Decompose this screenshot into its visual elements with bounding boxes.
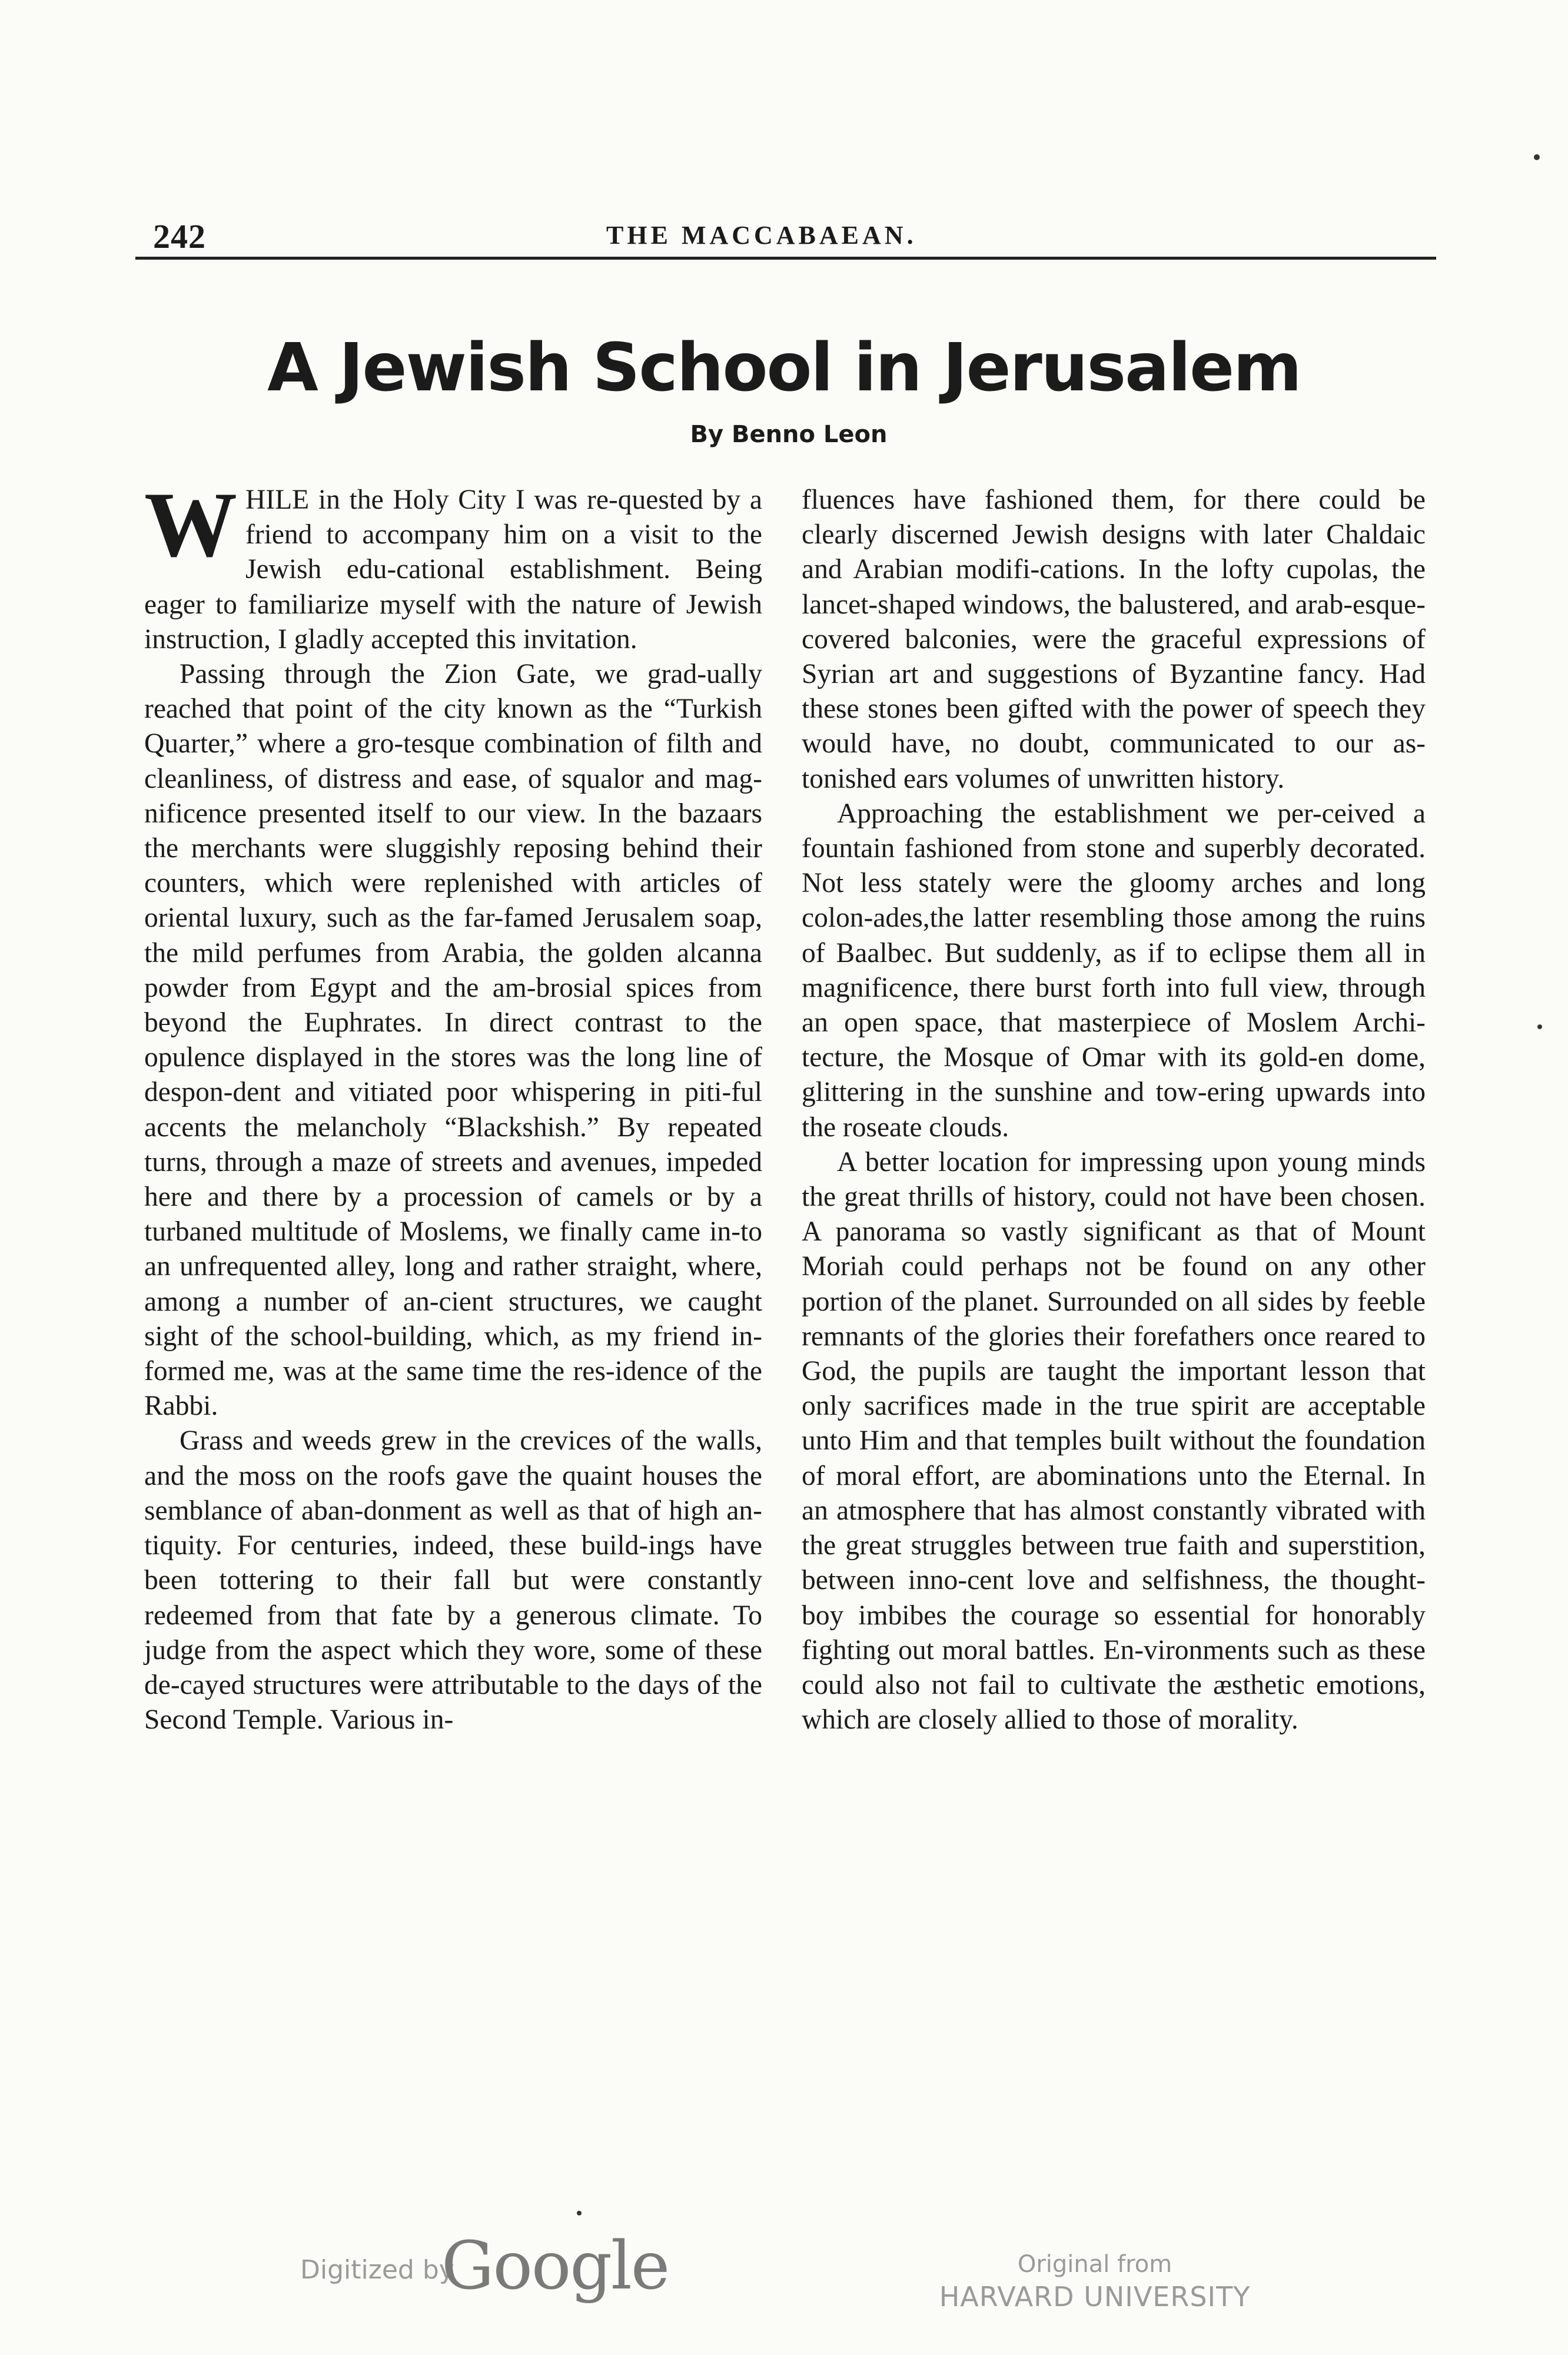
digitized-by-watermark [300,2228,669,2304]
paragraph: WHILE in the Holy City I was re-quested by a friend to accompany him on a visit to the Jewish edu-cational establishment. Being eager to familiarize myself with the nature of Jewish instruction, I gladly accepted this invitation. [144,473,762,655]
original-from-text: Original from [1017,2251,1172,2278]
paragraph: A better location for impressing upon young minds the great thrills of history, could not have been chosen. A panorama so vastly significant as that of Mount Moriah could perhaps not be found on any other portion of the planet. Surrounded on all sides by feeble remnants of the glories their forefathers once reared to God, the pupils are taught the important lesson that only sacrifices made in the true spirit are acceptable unto Him and that temples built without the foundation of moral effort, are abominations unto the Eternal. In an atmosphere that has almost constantly vibrated with the great struggles between true faith and superstition, between inno-cent love and selfishness, the thought-boy imbibes the courage so essential for honorably fighting out moral battles. En-vironments such as these could also not fail to cultivate the æsthetic emotions, which are closely allied to those of morality. [802,1146,1426,1736]
scan-speck [1537,1024,1542,1029]
left-column [144,473,762,1737]
byline: By Benno Leon [690,421,888,448]
digitized-by-text: Digitized by [300,2255,454,2285]
article-title: A Jewish School in Jerusalem [267,330,1301,406]
paragraph: Grass and weeds grew in the crevices of the walls, and the moss on the roofs gave the quaint houses the semblance of aban-donment as well as that of high an-tiquity. For centuries, indeed, these build-ings have been tottering to their fall but were constantly redeemed from that fate by a generous climate. To judge from the aspect which they wore, some of these de-cayed structures were attributable to the days of the Second Temple. Various in- [144,1425,762,1736]
header-rule [135,257,1436,260]
scan-speck [1534,154,1540,160]
running-header [135,217,1430,256]
paragraph: Approaching the establishment we per-ceived a fountain fashioned from stone and superbly decorated. Not less stately were the gloomy arches and long colon-ades,the latter resembling those among the ruins of Baalbec. But suddenly, as if to eclipse them all in magnificence, there burst forth into full view, through an open space, that masterpiece of Moslem Archi-tecture, the Mosque of Omar with its gold-en dome, glittering in the sunshine and tow-ering upwards into the roseate clouds. [802,798,1426,1143]
source-attribution [930,2249,1260,2314]
paragraph: fluences have fashioned them, for there could be clearly discerned Jewish designs with later Chaldaic and Arabian modifi-cations. In the lofty cupolas, the lancet-shaped windows, the balustered, and arab-esque-covered balconies, were the graceful expressions of Syrian art and suggestions of Byzantine fancy. Had these stones been gifted with the power of speech they would have, no doubt, communicated to our as-tonished ears volumes of unwritten history. [802,485,1426,794]
google-logo: Google [441,2228,669,2304]
scan-speck [577,2211,582,2215]
paragraph: Passing through the Zion Gate, we grad-ually reached that point of the city known as the “Turkish Quarter,” where a gro-tesque combination of filth and cleanliness, of distress and ease, of squalor and mag-nificence presented itself to our view. In the bazaars the merchants were sluggishly reposing behind their counters, which were replenished with articles of oriental luxury, such as the far-famed Jerusalem soap, the mild perfumes from Arabia, the golden alcanna powder from Egypt and the am-brosial spices from beyond the Euphrates. In direct contrast to the opulence displayed in the stores was the long line of despon-dent and vitiated poor whispering in piti-ful accents the melancholy “Blackshish.” By repeated turns, through a maze of streets and avenues, impeded here and there by a procession of camels or by a turbaned multitude of Moslems, we finally came in-to an unfrequented alley, long and rather straight, where, among a number of an-cient structures, we caught sight of the school-building, which, as my friend in-formed me, was at the same time the res-idence of the Rabbi. [144,659,762,1422]
institution-name: HARVARD UNIVERSITY [939,2281,1251,2313]
page-number: 242 [153,217,206,256]
running-head: THE MACCABAEAN. [606,221,917,250]
right-column [802,483,1426,1737]
drop-cap: W [144,473,237,576]
